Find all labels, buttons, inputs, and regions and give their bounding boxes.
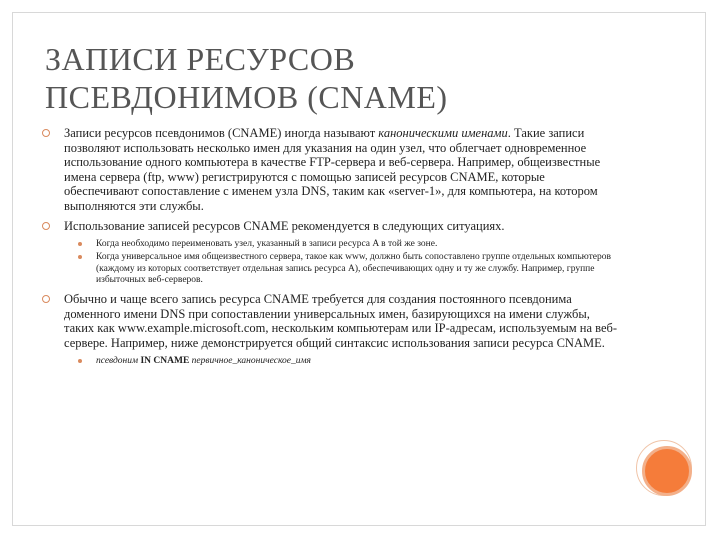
sub-bullet-3-1 <box>70 356 622 367</box>
slide-title <box>45 40 605 116</box>
dot-bullet-icon <box>78 242 82 246</box>
decorative-orange-circle <box>642 446 692 496</box>
dot-bullet-icon <box>78 359 82 363</box>
slide-content <box>42 126 622 374</box>
bullet-1-text-b: . Такие записи позволяют использовать несколько имен для указания на один узел, что облегчает одновременное использование одного компьютера в качестве FTP-сервера и веб-сервера. Например, общеизвестные имена сервера (ftp, www) регистрируются с помощью записей ресурсов CNAME, которые обеспечивают сопоставление с именем узла DNS, таким как «server-1», для компьютера, на котором выполняются эти службы. <box>64 126 601 213</box>
bullet-2 <box>42 219 622 234</box>
bullet-3-sublist <box>70 356 622 367</box>
bullet-3 <box>42 292 622 350</box>
ring-bullet-icon <box>42 222 50 230</box>
sub-bullet-2-1-text: Когда необходимо переименовать узел, указанный в записи ресурса A в той же зоне. <box>96 239 438 250</box>
bullet-2-text: Использование записей ресурсов CNAME рекомендуется в следующих ситуациях. <box>64 218 505 233</box>
bullet-2-sublist <box>70 239 622 286</box>
sub-bullet-2-2-text: Когда универсальное имя общеизвестного сервера, такое как www, должно быть сопоставлено группе отдельных компьютеров (каждому из которых соответствует отдельная запись ресурса A), обеспечивающих одну и ту же службу. Например, группе избыточных веб-серверов. <box>96 252 611 285</box>
sub-bullet-2-1 <box>70 239 622 250</box>
syntax-keyword: IN CNAME <box>140 356 190 367</box>
sub-bullet-2-2 <box>70 252 622 286</box>
syntax-canonical: первичное_каноническое_имя <box>189 356 311 367</box>
ring-bullet-icon <box>42 295 50 303</box>
dot-bullet-icon <box>78 255 82 259</box>
syntax-alias: псевдоним <box>96 356 141 367</box>
ring-bullet-icon <box>42 129 50 137</box>
bullet-1-text-a: Записи ресурсов псевдонимов (CNAME) иногда называют <box>64 126 379 140</box>
title-line-1: ЗАПИСИ РЕСУРСОВ <box>45 41 356 77</box>
bullet-1 <box>42 126 622 214</box>
title-line-2: ПСЕВДОНИМОВ (CNAME) <box>45 79 448 115</box>
bullet-1-emphasis: каноническими именами <box>378 126 508 140</box>
bullet-3-text: Обычно и чаще всего запись ресурса CNAME требуется для создания постоянного псевдонима доменного имени DNS при сопоставлении универсальных имен, базирующихся на имени службы, таких как www.example.microsoft.com, нескольким компьютерам или IP-адресам, используемым на веб-сервере. Например, ниже демонстрируется общий синтаксис использования записи ресурса CNAME. <box>64 291 618 350</box>
